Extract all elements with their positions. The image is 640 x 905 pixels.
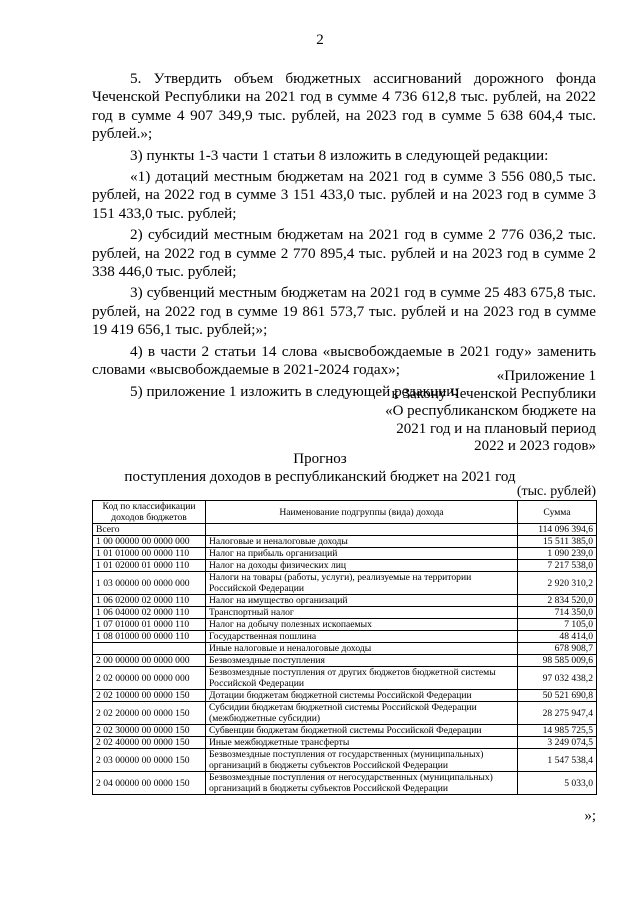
table-row <box>93 643 597 655</box>
row-name: Субсидии бюджетам бюджетной системы Российской Федерации (межбюджетные субсидии) <box>206 702 518 725</box>
row-name: Транспортный налог <box>206 607 518 619</box>
appendix-line: 2021 год и на плановый период <box>396 420 596 437</box>
row-code: 1 06 02000 02 0000 110 <box>93 595 206 607</box>
row-code: 2 03 00000 00 0000 150 <box>93 749 206 772</box>
table-row <box>93 737 597 749</box>
row-sum: 114 096 394,6 <box>518 524 597 536</box>
table-row <box>93 772 597 795</box>
table-row <box>93 619 597 631</box>
header-name: Наименование подгруппы (вида) дохода <box>206 501 518 524</box>
table-row <box>93 631 597 643</box>
forecast-title: Прогноз <box>293 451 347 467</box>
appendix-line: к Закону Чеченской Республики <box>391 385 596 402</box>
row-sum: 2 920 310,2 <box>518 572 597 595</box>
row-name: Субвенции бюджетам бюджетной системы Российской Федерации <box>206 725 518 737</box>
row-name: Налог на добычу полезных ископаемых <box>206 619 518 631</box>
row-sum: 1 090 239,0 <box>518 548 597 560</box>
appendix-header <box>385 368 596 456</box>
paragraph-3-article-8: 3) пункты 1-3 части 1 статьи 8 изложить в следующей редакции: <box>130 146 549 164</box>
row-code: 1 07 01000 01 0000 110 <box>93 619 206 631</box>
row-name: Безвозмездные поступления от других бюджетов бюджетной системы Российской Федерации <box>206 667 518 690</box>
forecast-subtitle: поступления доходов в республиканский бюджет на 2021 год <box>124 469 516 485</box>
closing-mark: »; <box>584 808 596 824</box>
row-name: Налоговые и неналоговые доходы <box>206 536 518 548</box>
table-row <box>93 572 597 595</box>
revenue-table <box>92 500 597 795</box>
paragraph-subsidies-dotations: «1) дотаций местным бюджетам на 2021 год в сумме 3 556 080,5 тыс. рублей, на 2022 год в сумме 3 151 433,0 тыс. рублей и на 2023 год в сумме 3 151 433,0 тыс. рублей; <box>92 168 596 222</box>
row-name: Безвозмездные поступления от государственных (муниципальных) организаций в бюджеты субъектов Российской Федерации <box>206 749 518 772</box>
row-code: 1 00 00000 00 0000 000 <box>93 536 206 548</box>
appendix-line: «О республиканском бюджете на <box>385 403 596 419</box>
row-name: Дотации бюджетам бюджетной системы Российской Федерации <box>206 690 518 702</box>
paragraph-4-article-14: 4) в части 2 статьи 14 слова «высвобождаемые в 2021 году» заменить словами «высвобождаемые в 2021-2024 годах»; <box>92 342 596 379</box>
row-name: Налог на имущество организаций <box>206 595 518 607</box>
row-code: 2 02 10000 00 0000 150 <box>93 690 206 702</box>
table-row <box>93 667 597 690</box>
row-sum: 3 249 074,5 <box>518 737 597 749</box>
row-sum: 1 547 538,4 <box>518 749 597 772</box>
row-sum: 14 985 725,5 <box>518 725 597 737</box>
row-name: Налог на прибыль организаций <box>206 548 518 560</box>
row-sum: 5 033,0 <box>518 772 597 795</box>
row-code: 1 08 01000 00 0000 110 <box>93 631 206 643</box>
table-row <box>93 524 597 536</box>
row-code: 2 02 20000 00 0000 150 <box>93 702 206 725</box>
row-code: 2 02 30000 00 0000 150 <box>93 725 206 737</box>
table-row <box>93 725 597 737</box>
row-name <box>206 524 518 536</box>
table-header-row <box>93 501 597 524</box>
table-row <box>93 702 597 725</box>
row-name: Безвозмездные поступления от негосударственных (муниципальных) организаций в бюджеты субъектов Российской Федерации <box>206 772 518 795</box>
table-row <box>93 690 597 702</box>
row-name: Иные межбюджетные трансферты <box>206 737 518 749</box>
paragraph-subsidies: 2) субсидий местным бюджетам на 2021 год в сумме 2 776 036,2 тыс. рублей, на 2022 год в сумме 2 770 895,4 тыс. рублей и на 2023 год в сумме 2 338 446,0 тыс. рублей; <box>92 226 596 281</box>
row-code: Всего <box>93 524 206 536</box>
table-row <box>93 607 597 619</box>
row-code: 2 00 00000 00 0000 000 <box>93 655 206 667</box>
paragraph-5-road-fund: 5. Утвердить объем бюджетных ассигнований дорожного фонда Чеченской Республики на 2021 год в сумме 4 736 612,8 тыс. рублей, на 2022 год в сумме 4 907 349,9 тыс. рублей, на 2023 год в сумме 5 638 604,4 тыс. рублей.»; <box>92 70 596 143</box>
table-row <box>93 536 597 548</box>
table-row <box>93 655 597 667</box>
units-label: (тыс. рублей) <box>516 484 596 499</box>
row-sum: 7 105,0 <box>518 619 597 631</box>
row-code: 2 02 00000 00 0000 000 <box>93 667 206 690</box>
row-sum: 97 032 438,2 <box>518 667 597 690</box>
row-sum: 48 414,0 <box>518 631 597 643</box>
paragraph-subventions: 3) субвенций местным бюджетам на 2021 год в сумме 25 483 675,8 тыс. рублей, на 2022 год в сумме 19 861 573,7 тыс. рублей и на 2023 год в сумме 19 419 656,1 тыс. рублей;»; <box>92 284 596 339</box>
row-code: 1 01 01000 00 0000 110 <box>93 548 206 560</box>
table-row <box>93 548 597 560</box>
row-sum: 98 585 009,6 <box>518 655 597 667</box>
appendix-line: 2022 и 2023 годов» <box>474 438 596 454</box>
appendix-line: «Приложение 1 <box>496 368 596 384</box>
row-name: Государственная пошлина <box>206 631 518 643</box>
row-sum: 678 908,7 <box>518 643 597 655</box>
row-code <box>93 643 206 655</box>
body-text <box>92 70 596 404</box>
table-row <box>93 560 597 572</box>
row-code: 1 06 04000 02 0000 110 <box>93 607 206 619</box>
row-code: 1 03 00000 00 0000 000 <box>93 572 206 595</box>
row-sum: 714 350,0 <box>518 607 597 619</box>
row-code: 2 02 40000 00 0000 150 <box>93 737 206 749</box>
row-sum: 28 275 947,4 <box>518 702 597 725</box>
row-code: 1 01 02000 01 0000 110 <box>93 560 206 572</box>
table-row <box>93 749 597 772</box>
row-sum: 2 834 520,0 <box>518 595 597 607</box>
paragraph-5-appendix: 5) приложение 1 изложить в следующей редакции: <box>130 382 459 400</box>
row-sum: 50 521 690,8 <box>518 690 597 702</box>
header-sum: Сумма <box>518 501 597 524</box>
row-sum: 15 511 385,0 <box>518 536 597 548</box>
table-body <box>93 524 597 795</box>
row-name: Налог на доходы физических лиц <box>206 560 518 572</box>
row-sum: 7 217 538,0 <box>518 560 597 572</box>
page-number: 2 <box>316 32 324 48</box>
row-name: Безвозмездные поступления <box>206 655 518 667</box>
row-name: Налоги на товары (работы, услуги), реализуемые на территории Российской Федерации <box>206 572 518 595</box>
table-row <box>93 595 597 607</box>
header-code: Код по классификации доходов бюджетов <box>93 501 206 524</box>
row-name: Иные налоговые и неналоговые доходы <box>206 643 518 655</box>
row-code: 2 04 00000 00 0000 150 <box>93 772 206 795</box>
